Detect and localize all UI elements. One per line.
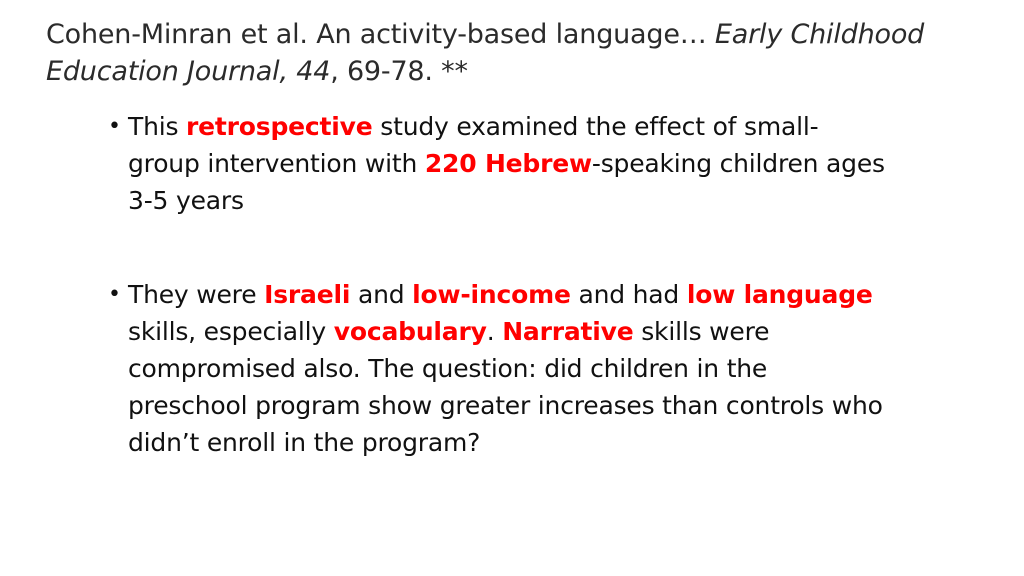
bullet-item-1 [108, 108, 888, 219]
highlighted-term: 220 Hebrew [424, 149, 592, 178]
highlighted-term: Israeli [264, 280, 351, 309]
bullet-text-segment: and had [570, 280, 687, 309]
bullet-text-segment: This [128, 112, 187, 141]
bullet-text-segment: skills were compromised also. The question: did children in the preschool program show greater increases than controls who didn’t enroll in the program? [128, 317, 883, 457]
bullet-text-segment: They were [128, 280, 265, 309]
highlighted-term: low-income [412, 280, 571, 309]
journal-name: Early Childhood Education Journal, 44 [46, 19, 925, 87]
bullet-text-segment: -speaking children ages 3-5 years [128, 149, 885, 215]
highlighted-term: vocabulary [333, 317, 487, 346]
slide-title [46, 16, 996, 90]
bullet-text-segment: study examined the effect of small-group intervention with [128, 112, 819, 178]
bullet-text-segment: and [350, 280, 413, 309]
bullet-list [108, 108, 888, 461]
bullet-item-2 [108, 276, 888, 461]
bullet-text-segment: . [486, 317, 503, 346]
bullet-marker: • [108, 282, 121, 307]
highlighted-term: low language [686, 280, 873, 309]
citation-pages: , 69-78. ** [330, 56, 468, 87]
bullet-text-segment: skills, especially [128, 317, 334, 346]
citation-text: Cohen-Minran et al. An activity-based language… [46, 19, 715, 50]
highlighted-term: Narrative [502, 317, 634, 346]
highlighted-term: retrospective [186, 112, 373, 141]
bullet-marker: • [108, 114, 121, 139]
